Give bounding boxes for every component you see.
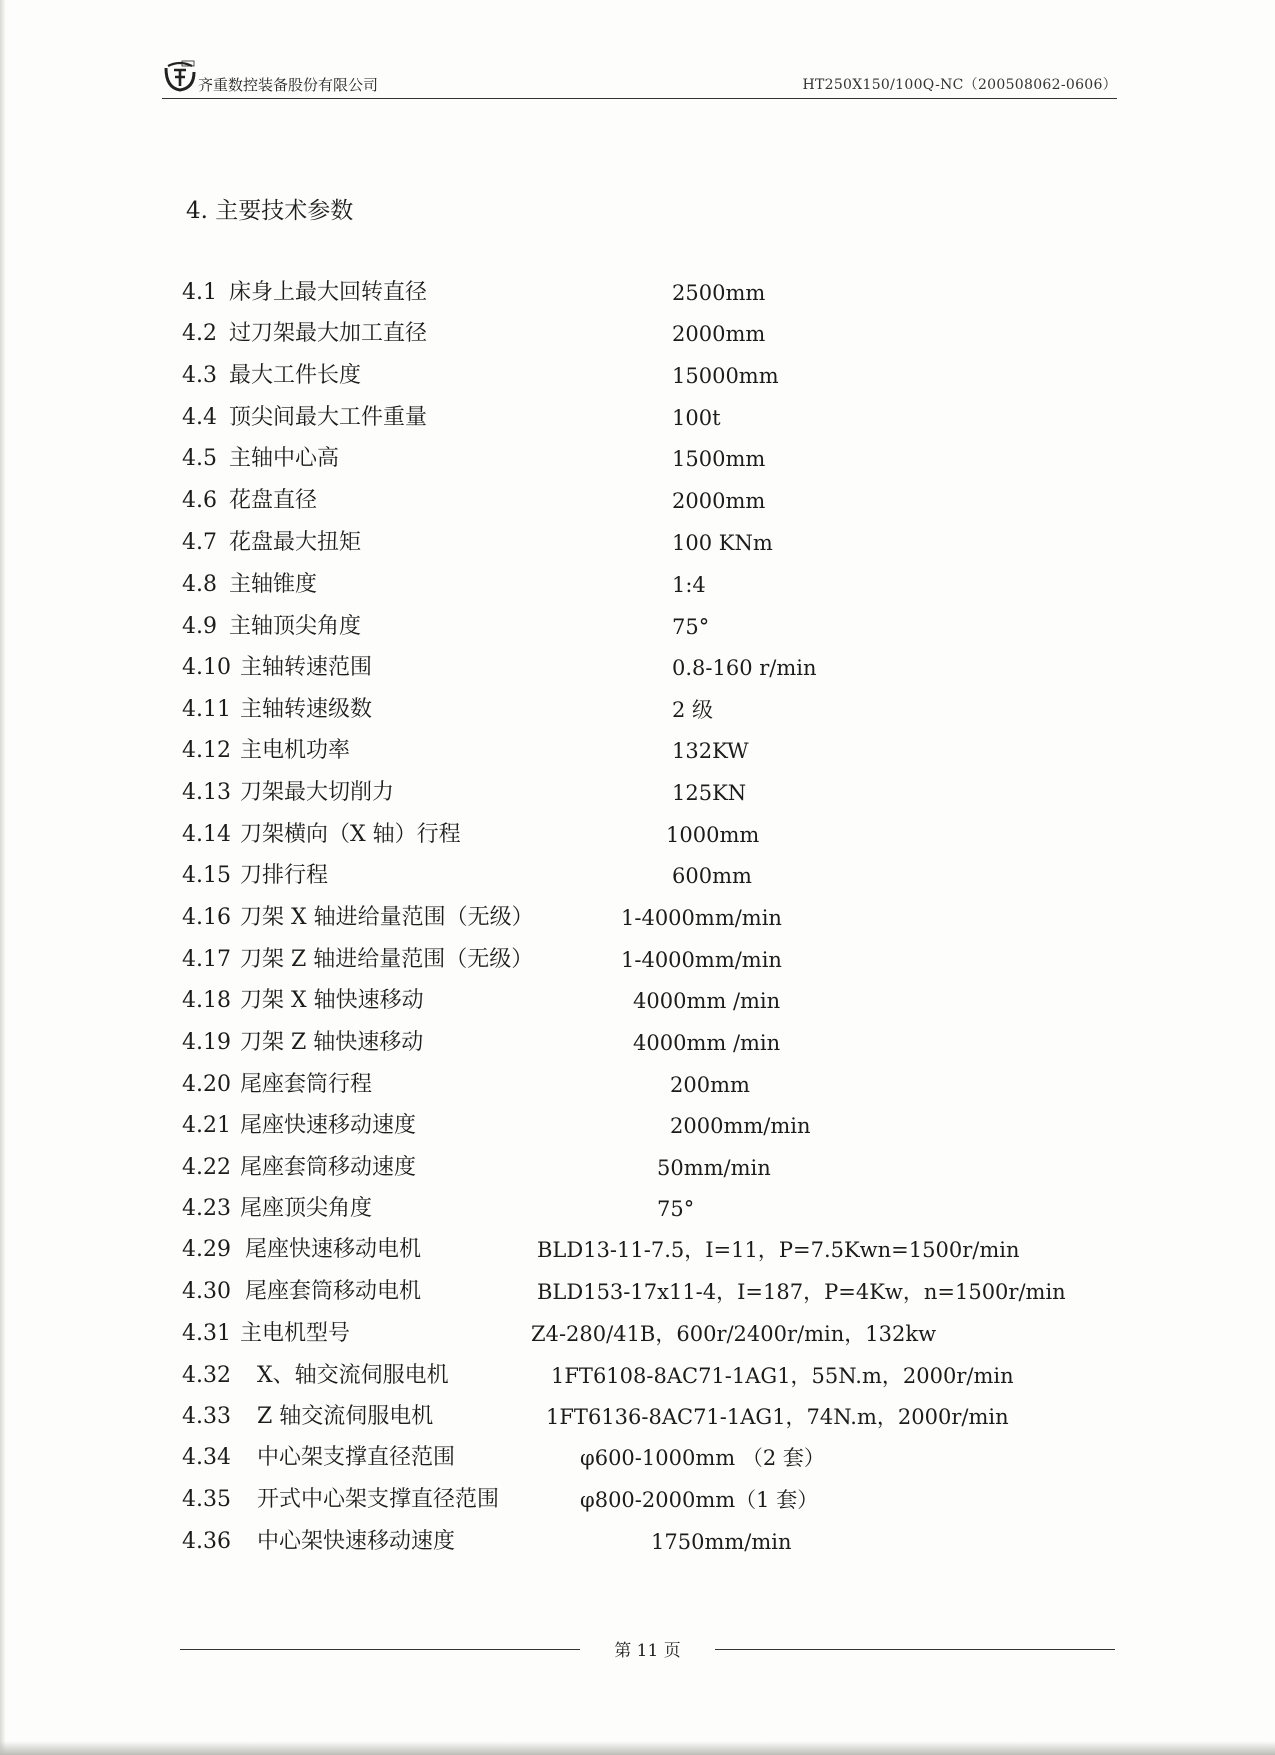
param-label: 刀排行程 xyxy=(240,863,329,888)
param-number: 4.32 xyxy=(182,1363,231,1388)
param-row xyxy=(0,1397,1275,1437)
param-row xyxy=(0,1522,1275,1562)
param-number: 4.5 xyxy=(182,446,217,471)
param-row xyxy=(0,856,1275,896)
param-row xyxy=(0,314,1275,354)
param-value: 132KW xyxy=(672,739,749,763)
param-value: 125KN xyxy=(672,781,747,805)
param-value: 4000mm /min xyxy=(633,1031,781,1055)
param-label: 主轴中心高 xyxy=(229,446,340,471)
param-row xyxy=(0,1023,1275,1063)
param-value: BLD13-11-7.5，I=11，P=7.5Kwn=1500r/min xyxy=(537,1238,1020,1262)
param-row xyxy=(0,1480,1275,1520)
param-number: 4.13 xyxy=(182,780,231,805)
param-label: 主电机型号 xyxy=(240,1321,351,1346)
param-row xyxy=(0,273,1275,313)
param-value: 2500mm xyxy=(672,281,766,305)
param-value: 1-4000mm/min xyxy=(621,948,782,972)
param-number: 4.3 xyxy=(182,363,217,388)
param-number: 4.36 xyxy=(182,1529,231,1554)
param-label: 花盘直径 xyxy=(229,488,318,513)
param-number: 4.7 xyxy=(182,530,217,555)
param-number: 4.11 xyxy=(182,697,231,722)
param-number: 4.1 xyxy=(182,280,217,305)
param-label: 最大工件长度 xyxy=(229,363,362,388)
param-number: 4.12 xyxy=(182,738,231,763)
model-number: HT250X150/100Q-NC（200508062-0606） xyxy=(802,77,1117,93)
param-label: 尾座套筒移动电机 xyxy=(245,1279,422,1304)
param-value: 1FT6136-8AC71-1AG1，74N.m，2000r/min xyxy=(546,1405,1009,1429)
param-value: 100t xyxy=(672,406,721,430)
param-label: 中心架快速移动速度 xyxy=(257,1529,456,1554)
param-value: 2 级 xyxy=(672,698,714,722)
param-number: 4.29 xyxy=(182,1237,231,1262)
param-label: 主轴转速范围 xyxy=(240,655,373,680)
param-label: 尾座快速移动速度 xyxy=(240,1113,417,1138)
param-label: 尾座顶尖角度 xyxy=(240,1196,373,1221)
param-label: 顶尖间最大工件重量 xyxy=(229,405,428,430)
param-number: 4.30 xyxy=(182,1279,231,1304)
param-label: 刀架横向（X 轴）行程 xyxy=(240,822,461,847)
param-value: 1500mm xyxy=(672,447,766,471)
param-label: Z 轴交流伺服电机 xyxy=(257,1404,434,1429)
param-row xyxy=(0,1148,1275,1188)
param-row xyxy=(0,1356,1275,1396)
param-value: φ800-2000mm（1 套） xyxy=(580,1488,819,1512)
param-number: 4.16 xyxy=(182,905,231,930)
footer-rule-right xyxy=(715,1649,1115,1650)
param-number: 4.19 xyxy=(182,1030,231,1055)
param-label: 主轴转速级数 xyxy=(240,697,373,722)
param-value: φ600-1000mm （2 套） xyxy=(580,1446,825,1470)
param-label: 床身上最大回转直径 xyxy=(229,280,428,305)
param-value: Z4-280/41B，600r/2400r/min，132kw xyxy=(531,1322,937,1346)
param-number: 4.18 xyxy=(182,988,231,1013)
param-number: 4.9 xyxy=(182,614,217,639)
param-number: 4.2 xyxy=(182,321,217,346)
param-row xyxy=(0,773,1275,813)
param-row xyxy=(0,439,1275,479)
param-number: 4.15 xyxy=(182,863,231,888)
param-number: 4.34 xyxy=(182,1445,231,1470)
param-label: 刀架 Z 轴快速移动 xyxy=(240,1030,424,1055)
param-label: 过刀架最大加工直径 xyxy=(229,321,428,346)
param-value: 4000mm /min xyxy=(633,989,781,1013)
param-row xyxy=(0,1438,1275,1478)
param-row xyxy=(0,607,1275,647)
param-number: 4.23 xyxy=(182,1196,231,1221)
param-row xyxy=(0,1314,1275,1354)
param-label: 刀架 X 轴快速移动 xyxy=(240,988,424,1013)
param-number: 4.22 xyxy=(182,1155,231,1180)
param-row xyxy=(0,1230,1275,1270)
param-row xyxy=(0,648,1275,688)
param-number: 4.31 xyxy=(182,1321,231,1346)
param-value: 1:4 xyxy=(672,573,706,597)
param-label: 刀架 X 轴进给量范围（无级） xyxy=(240,905,534,930)
param-value: 2000mm xyxy=(672,489,766,513)
param-value: 0.8-160 r/min xyxy=(672,656,817,680)
param-value: 600mm xyxy=(672,864,752,888)
param-value: 75° xyxy=(657,1197,695,1221)
param-label: 尾座快速移动电机 xyxy=(245,1237,422,1262)
param-label: 主轴锥度 xyxy=(229,572,318,597)
param-value: 1000mm xyxy=(666,823,760,847)
param-number: 4.4 xyxy=(182,405,217,430)
param-label: 中心架支撑直径范围 xyxy=(257,1445,456,1470)
param-value: 2000mm xyxy=(672,322,766,346)
param-number: 4.14 xyxy=(182,822,231,847)
param-number: 4.17 xyxy=(182,947,231,972)
param-number: 4.10 xyxy=(182,655,231,680)
param-label: 花盘最大扭矩 xyxy=(229,530,362,555)
param-row xyxy=(0,815,1275,855)
param-value: 75° xyxy=(672,615,710,639)
param-number: 4.8 xyxy=(182,572,217,597)
param-row xyxy=(0,1106,1275,1146)
param-row xyxy=(0,565,1275,605)
param-label: 主轴顶尖角度 xyxy=(229,614,362,639)
param-row xyxy=(0,1065,1275,1105)
param-number: 4.35 xyxy=(182,1487,231,1512)
param-value: 15000mm xyxy=(672,364,779,388)
param-label: 尾座套筒行程 xyxy=(240,1072,373,1097)
param-number: 4.33 xyxy=(182,1404,231,1429)
param-value: 1750mm/min xyxy=(651,1530,792,1554)
param-row xyxy=(0,731,1275,771)
company-name: 齐重数控装备股份有限公司 xyxy=(198,76,379,94)
param-number: 4.6 xyxy=(182,488,217,513)
param-row xyxy=(0,398,1275,438)
param-row xyxy=(0,690,1275,730)
param-row xyxy=(0,898,1275,938)
param-row xyxy=(0,981,1275,1021)
param-label: 开式中心架支撑直径范围 xyxy=(257,1487,500,1512)
param-row xyxy=(0,481,1275,521)
param-row xyxy=(0,523,1275,563)
param-label: 刀架 Z 轴进给量范围（无级） xyxy=(240,947,534,972)
param-label: 尾座套筒移动速度 xyxy=(240,1155,417,1180)
footer-rule-left xyxy=(180,1649,580,1650)
page-number: 第 11 页 xyxy=(614,1641,681,1661)
page-footer xyxy=(180,1632,1115,1662)
param-value: 50mm/min xyxy=(657,1156,771,1180)
param-value: 2000mm/min xyxy=(670,1114,811,1138)
section-title: 4. 主要技术参数 xyxy=(186,198,354,224)
param-row xyxy=(0,940,1275,980)
param-number: 4.20 xyxy=(182,1072,231,1097)
param-row xyxy=(0,1272,1275,1312)
param-label: X、轴交流伺服电机 xyxy=(257,1363,449,1388)
param-row xyxy=(0,356,1275,396)
param-row xyxy=(0,1189,1275,1229)
param-value: 200mm xyxy=(670,1073,750,1097)
param-value: 1FT6108-8AC71-1AG1，55N.m，2000r/min xyxy=(551,1364,1014,1388)
param-value: BLD153-17x11-4，I=187，P=4Kw，n=1500r/min xyxy=(537,1280,1066,1304)
param-value: 100 KNm xyxy=(672,531,773,555)
param-number: 4.21 xyxy=(182,1113,231,1138)
param-value: 1-4000mm/min xyxy=(621,906,782,930)
param-label: 刀架最大切削力 xyxy=(240,780,395,805)
param-label: 主电机功率 xyxy=(240,738,351,763)
